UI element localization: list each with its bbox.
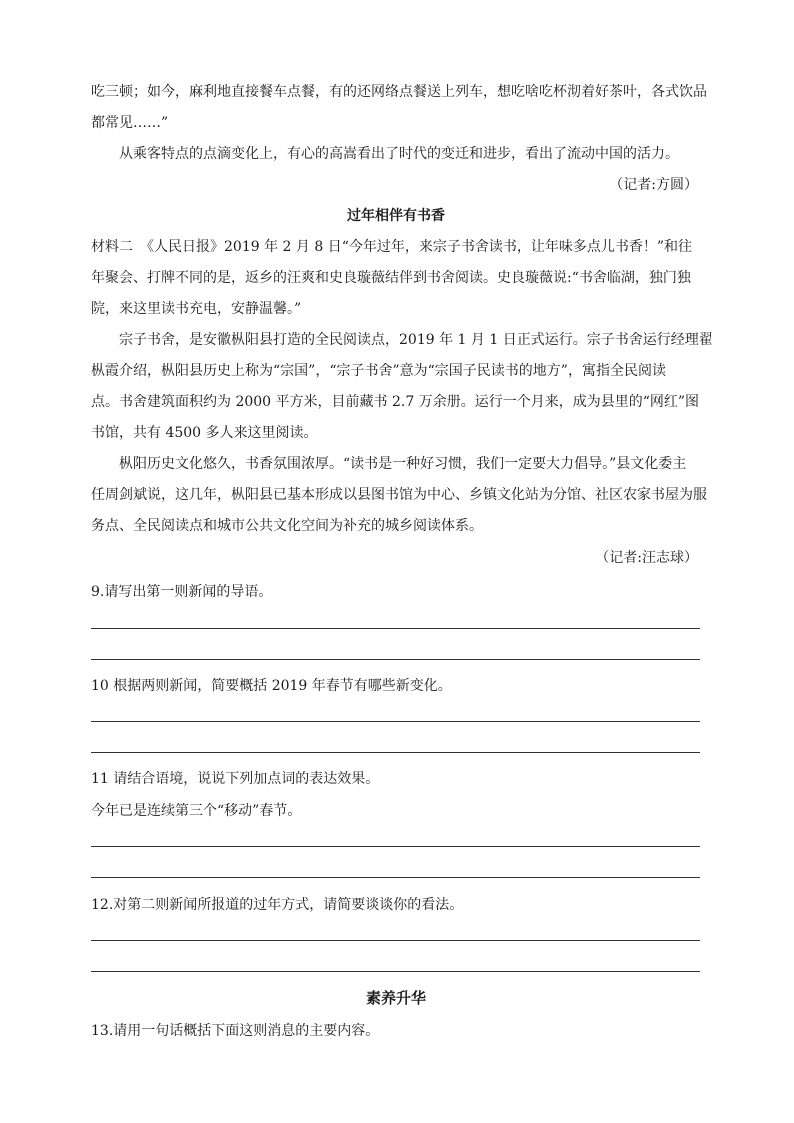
material1-closing: 从乘客特点的点滴变化上，有心的高嵩看出了时代的变迁和进步，看出了流动中国的活力。 xyxy=(119,146,679,162)
material2-p1-line2: 年聚会、打牌不同的是，返乡的汪爽和史良璇薇结伴到书舍阅读。史良璇薇说:“书舍临湖，独门独 xyxy=(91,270,691,286)
answer-line-q9-2[interactable] xyxy=(91,659,700,660)
material2-title: 过年相伴有书香 xyxy=(347,208,445,224)
answer-line-q10-1[interactable] xyxy=(91,721,700,722)
material1-tail-line1: 吃三顿；如今，麻利地直接餐车点餐，有的还网络点餐送上列车，想吃啥吃杯沏着好茶叶，各式饮品 xyxy=(91,84,707,100)
material1-tail-line2: 都常见……” xyxy=(91,115,169,131)
material2-p2-line3: 点。书舍建筑面积约为 2000 平方米，目前藏书 2.7 万余册。运行一个月来，成为县里的“网红”图 xyxy=(91,394,700,410)
question-13: 13.请用一句话概括下面这则消息的主要内容。 xyxy=(91,1023,380,1039)
material2-p2-line4: 书馆，共有 4500 多人来这里阅读。 xyxy=(91,425,318,441)
question-11: 11 请结合语境，说说下列加点词的表达效果。 xyxy=(91,771,380,787)
answer-line-q10-2[interactable] xyxy=(91,752,700,753)
section-heading: 素养升华 xyxy=(365,989,426,1007)
answer-line-q11-1[interactable] xyxy=(91,846,700,847)
answer-line-q12-1[interactable] xyxy=(91,940,700,941)
material1-reporter: （记者:方圆） xyxy=(609,177,698,193)
material2-p2-line2: 枞霞介绍，枞阳县历史上称为“宗国”，“宗子书舍”意为“宗国子民读书的地方”，寓指全民阅读 xyxy=(91,363,666,379)
question-11-sentence: 今年已是连续第三个“移动”春节。 xyxy=(91,803,302,819)
question-10: 10 根据两则新闻，简要概括 2019 年春节有哪些新变化。 xyxy=(91,678,452,694)
answer-line-q11-2[interactable] xyxy=(91,877,700,878)
material2-p2-line1: 宗子书舍，是安徽枞阳县打造的全民阅读点，2019 年 1 月 1 日正式运行。宗子书舍运行经理翟 xyxy=(119,332,713,348)
answer-line-q9-1[interactable] xyxy=(91,628,700,629)
question-9: 9.请写出第一则新闻的导语。 xyxy=(91,584,273,600)
question-12: 12.对第二则新闻所报道的过年方式，请简要谈谈你的看法。 xyxy=(91,897,464,913)
material2-p3-line2: 任周剑斌说，这几年，枞阳县已基本形成以县图书馆为中心、乡镇文化站为分馆、社区农家书屋为服 xyxy=(91,487,707,503)
material2-p1-line3: 院，来这里读书充电，安静温馨。” xyxy=(91,301,302,317)
material2-p3-line3: 务点、全民阅读点和城市公共文化空间为补充的城乡阅读体系。 xyxy=(91,518,483,534)
material2-p3-line1: 枞阳历史文化悠久，书香氛围浓厚。“读书是一种好习惯，我们一定要大力倡导。”县文化委主 xyxy=(119,456,687,472)
material2-p1-line1: 材料二 《人民日报》2019 年 2 月 8 日“今年过年，来宗子书舍读书，让年味多点儿书香！”和往 xyxy=(91,239,693,255)
material2-reporter: （记者:汪志球） xyxy=(595,550,698,566)
answer-line-q12-2[interactable] xyxy=(91,971,700,972)
